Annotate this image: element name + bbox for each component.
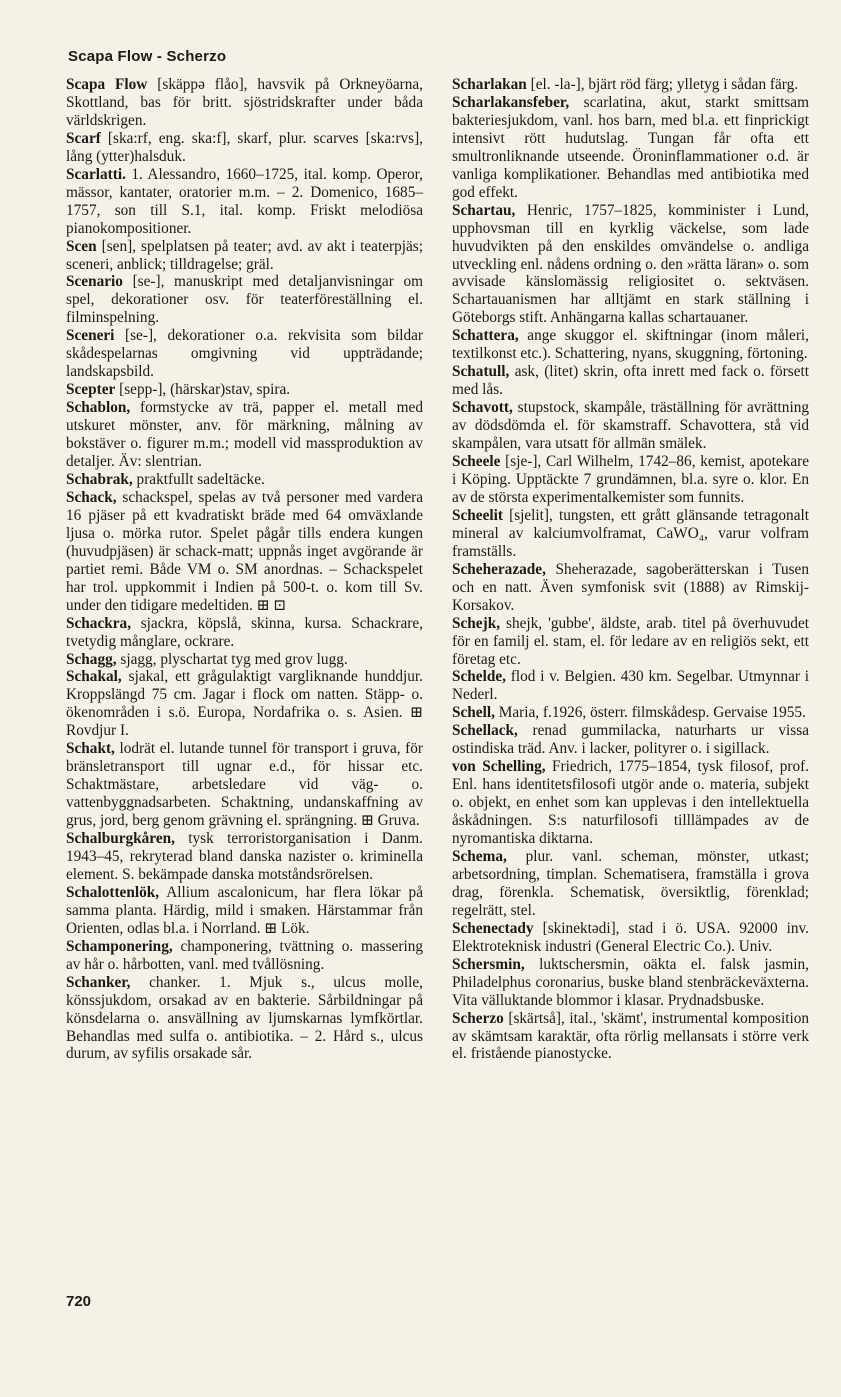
entry xyxy=(66,327,423,381)
entry-text: lodrät el. lutande tunnel för transport i gruva, för bränsletransport till ugnar e.d., för hissar etc. Schaktmästare, arbetsledare vid väg- o. vattenbyggnadsarbeten. Schaktning, undanskaffning av grus, jord, berg genom grävning el. sprängning. ⊞ Gruva. xyxy=(66,740,423,830)
entry-text: luktschersmin, oäkta el. falsk jasmin, Philadelphus coronarius, buske bland stenbräckeväxterna. Vita välluktande blommor i klasar. Prydnadsbuske. xyxy=(452,955,809,1009)
entry-headword: Scheelit xyxy=(452,506,503,524)
entry-text: [skärtså], ital., 'skämt', instrumental komposition av skämtsam karaktär, ofta rörlig mellansats i större verk el. fristående pianostycke. xyxy=(452,1009,809,1063)
entry xyxy=(66,830,423,884)
entry-text: 1. Alessandro, 1660–1725, ital. komp. Operor, mässor, kantater, oratorier m.m. – 2. Domenico, 1685–1757, son till S.1, ital. komp. Friskt melodiösa pianokompositioner. xyxy=(66,165,423,237)
entry-text: champonering, tvättning o. massering av hår o. hårbotten, vanl. med tvållösning. xyxy=(66,937,423,973)
entry-text: [el. -la-], bjärt röd färg; ylletyg i sådan färg. xyxy=(526,76,799,93)
entry-text: [se-], dekorationer o.a. rekvisita som bildar skådespelarnas omgivning vid uppträdande; landskapsbild. xyxy=(66,327,423,381)
entry-headword: Schakt, xyxy=(66,740,115,758)
entry-headword: Scheele xyxy=(452,453,501,471)
entry-headword: Schartau, xyxy=(452,201,516,219)
entry xyxy=(452,758,809,848)
entry xyxy=(66,938,423,974)
entry-headword: Schack, xyxy=(66,488,117,506)
entry xyxy=(66,974,423,1064)
entry-text: scarlatina, akut, starkt smittsam bakteriesjukdom, vanl. hos barn, med bl.a. ett finprickigt intensivt rött hudutslag. Tungan får ofta ett smultronliknande utseende. Öroninflammationer o.d. är vanliga komplikationer. Behandlas med antibiotika med god effekt. xyxy=(452,93,809,201)
entry-headword: Schatull, xyxy=(452,363,510,381)
entry-text: praktfullt sadeltäcke. xyxy=(132,470,265,488)
entry xyxy=(66,130,423,166)
entry-headword: Schablon, xyxy=(66,399,131,417)
right-column xyxy=(452,76,809,1063)
entry-headword: Schema, xyxy=(452,847,507,865)
entry-headword: Schalburgkåren, xyxy=(66,830,175,848)
entry-headword: Schavott, xyxy=(452,399,513,417)
entry xyxy=(452,722,809,758)
entry-text: [sje-], Carl Wilhelm, 1742–86, kemist, apotekare i Köping. Upptäckte 7 grundämnen, bl.a. syre o. klor. En av de största experimentalkemister som funnits. xyxy=(452,453,809,506)
entry-text: tysk terroristorganisation i Danm. 1943–45, rekryterad bland danska nazister o. kriminella element. S. bekämpade danska motståndsrörelsen. xyxy=(66,830,423,883)
entry xyxy=(66,740,423,830)
entry xyxy=(452,202,809,328)
entry xyxy=(66,884,423,938)
entry xyxy=(452,453,809,507)
entry-headword: Sceneri xyxy=(66,327,115,345)
entry-text: [skäppə flåo], havsvik på Orkneyöarna, Skottland, bas för britt. sjöstridskrafter under båda världskrigen. xyxy=(66,76,424,129)
entry-text: Friedrich, 1775–1854, tysk filosof, prof. Enl. hans identitetsfilosofi utgör ande o. materia, subjekt o. objekt, en enhet som kan upplevas i den intellektuella åskådningen. S:s naturfilosofi tilllämpades av de nyromantiska diktarna. xyxy=(452,758,810,848)
entry-text: sjakal, ett grågulaktigt vargliknande hunddjur. Kroppslängd 75 cm. Jagar i flock om natten. Stäpp- o. ökenområden i s.ö. Europa, Nordafrika o. s. Asien. ⊞ Rovdjur I. xyxy=(66,668,423,740)
entry-headword: Scepter xyxy=(66,381,116,399)
entry xyxy=(66,381,423,399)
entry-text: [se-], manuskript med detaljanvisningar om spel, dekorationer osv. för teaterföreställning el. filminspelning. xyxy=(66,273,423,327)
entry-text: [sen], spelplatsen på teater; avd. av akt i teaterpjäs; sceneri, anblick; tilldragelse; gräl. xyxy=(66,237,423,273)
entry xyxy=(452,561,809,615)
entry-headword: Scarf xyxy=(66,129,101,147)
entry xyxy=(452,956,809,1010)
entry-headword: Schenectady xyxy=(452,919,534,937)
entry-headword: Scenario xyxy=(66,273,123,291)
entry-text: Henric, 1757–1825, komminister i Lund, upphovsman till en kyrklig väckelse, som lade huvudvikten på den enskildes omvändelse o. andliga utveckling enl. nådens ordning o. den »rätta läran» o. som avvisade känslomässig religiositet o. sektväsen. Schartauanismen har alltjämt en stark ställning i Göteborgs stift. Anhängarna kallas schartauaner. xyxy=(452,201,809,327)
entry-headword: Schabrak, xyxy=(66,470,133,488)
entry-text: flod i v. Belgien. 430 km. Segelbar. Utmynnar i Nederl. xyxy=(452,668,809,704)
entry xyxy=(452,615,809,669)
entry-text: plur. vanl. scheman, mönster, utkast; arbetsordning, timplan. Schematisera, framställa i grova drag, förenkla. Schematisk, översiktlig, förenklad; regelrätt, stel. xyxy=(452,847,809,919)
entry-text: schackspel, spelas av två personer med vardera 16 pjäser på ett kvadratiskt bräde med 64 omväxlande ljusa o. mörka rutor. Spelet pågår tills endera kungen (huvudpjäsen) är schack-matt; uppnås inget avgörande är partiet remi. Både VM o. SM anordnas. – Schackspelet har trol. uppkommit i Indien på 500-t. o. kom till Sv. under den tidigare medeltiden. ⊞ ⊡ xyxy=(66,488,423,614)
entry-headword: Schamponering, xyxy=(66,937,173,955)
page-number: 720 xyxy=(66,1293,92,1310)
entry-text: sjagg, plyschartat tyg med grov lugg. xyxy=(116,650,348,668)
entry xyxy=(66,489,423,615)
entry-headword: Scherzo xyxy=(452,1009,504,1027)
entry xyxy=(452,848,809,920)
entry-headword: Schalottenlök, xyxy=(66,883,160,901)
entry-headword: von Schelling, xyxy=(452,758,546,776)
entry-text: [sepp-], (härskar)stav, spira. xyxy=(115,381,291,399)
entry xyxy=(452,1010,809,1064)
entry-text: Maria, f.1926, österr. filmskådesp. Gervaise 1955. xyxy=(494,704,806,722)
entry-headword: Scheherazade, xyxy=(452,560,546,578)
entry-text: chanker. 1. Mjuk s., ulcus molle, könssjukdom, orsakad av en bakterie. Sårbildningar på könsdelarna o. ansvällning av ljumskarnas lymfkörtlar. Behandlas med sulfa o. antibiotika. – 2. Hård s., ulcus durum, av syfilis orsakade sår. xyxy=(66,973,423,1063)
entry-headword: Scharlakansfeber, xyxy=(452,93,570,111)
entry xyxy=(452,94,809,202)
left-column xyxy=(66,76,423,1063)
entry-headword: Scarlatti. xyxy=(66,165,126,183)
entry-text: [skinektədi], stad i ö. USA. 92000 inv. Elektroteknisk industri (General Electric Co.). Univ. xyxy=(452,919,809,955)
entry xyxy=(66,399,423,471)
entry xyxy=(452,920,809,956)
entry-text: ask, (litet) skrin, ofta inrett med fack o. försett med lås. xyxy=(452,363,809,399)
entry-text: ange skuggor el. skiftningar (inom måleri, textilkonst etc.). Schattering, nyans, skuggning, förtoning. xyxy=(452,327,809,363)
entry xyxy=(66,651,423,669)
entry-headword: Schanker, xyxy=(66,973,131,991)
entry xyxy=(452,76,809,94)
entry-text: Allium ascalonicum, har flera lökar på samma planta. Härdig, mild i smaken. Härstammar från Orienten, odlas bl.a. i Norrland. ⊞ Lök. xyxy=(66,883,423,937)
entry-text: stupstock, skampåle, träställning för avrättning av dödsdömda el. för skamstraff. Schavottera, stå vid skampålen, vara utsatt för allmän smälek. xyxy=(452,399,809,453)
entry xyxy=(66,615,423,651)
entry xyxy=(66,471,423,489)
entry-text: renad gummilacka, naturharts ur vissa ostindiska träd. Anv. i lacker, polityrer o. i sigillack. xyxy=(452,722,809,758)
entry xyxy=(66,238,423,274)
entry-headword: Schersmin, xyxy=(452,955,525,973)
entry xyxy=(452,327,809,363)
entry-text: [ska:rf, eng. ska:f], skarf, plur. scarves [ska:rvs], lång (ytter)halsduk. xyxy=(66,129,423,165)
entry-text: shejk, 'gubbe', äldste, arab. titel på överhuvudet för en familj el. stam, el. för ledare av en religiös sekt, ett företag etc. xyxy=(452,614,809,668)
entry-headword: Schakal, xyxy=(66,668,122,686)
entry-headword: Schackra, xyxy=(66,614,132,632)
entry-headword: Schell, xyxy=(452,704,495,722)
entry xyxy=(452,363,809,399)
entry-text: [sjelit], tungsten, ett grått glänsande tetragonalt mineral av kalciumvolframat, CaWO₄, varur volfram framställs. xyxy=(452,506,809,560)
entry-headword: Scharlakan xyxy=(452,76,527,93)
page-header: Scapa Flow - Scherzo xyxy=(68,48,227,65)
entry xyxy=(66,273,423,327)
entry xyxy=(66,668,423,740)
entry xyxy=(452,399,809,453)
entry-text: sjackra, köpslå, skinna, kursa. Schackrare, tvetydig månglare, ockrare. xyxy=(66,614,423,650)
entry-headword: Schelde, xyxy=(452,668,506,686)
entry xyxy=(66,76,423,130)
entry-text: Sheherazade, sagoberätterskan i Tusen och en natt. Även symfonisk svit (1888) av Rimskij-Korsakov. xyxy=(452,560,809,614)
entry xyxy=(66,166,423,238)
entry xyxy=(452,668,809,704)
entry-headword: Scapa Flow xyxy=(66,76,148,93)
entry-headword: Scen xyxy=(66,237,97,255)
entry xyxy=(452,507,809,561)
entry-headword: Schellack, xyxy=(452,722,518,740)
entry-headword: Schagg, xyxy=(66,650,117,668)
entry xyxy=(452,704,809,722)
entry-text: formstycke av trä, papper el. metall med utskuret mönster, anv. för märkning, målning av bokstäver o. figurer m.m.; modell vid massproduktion av detaljer. Äv: slentrian. xyxy=(66,399,423,471)
entry-headword: Schejk, xyxy=(452,614,501,632)
entry-headword: Schattera, xyxy=(452,327,519,345)
